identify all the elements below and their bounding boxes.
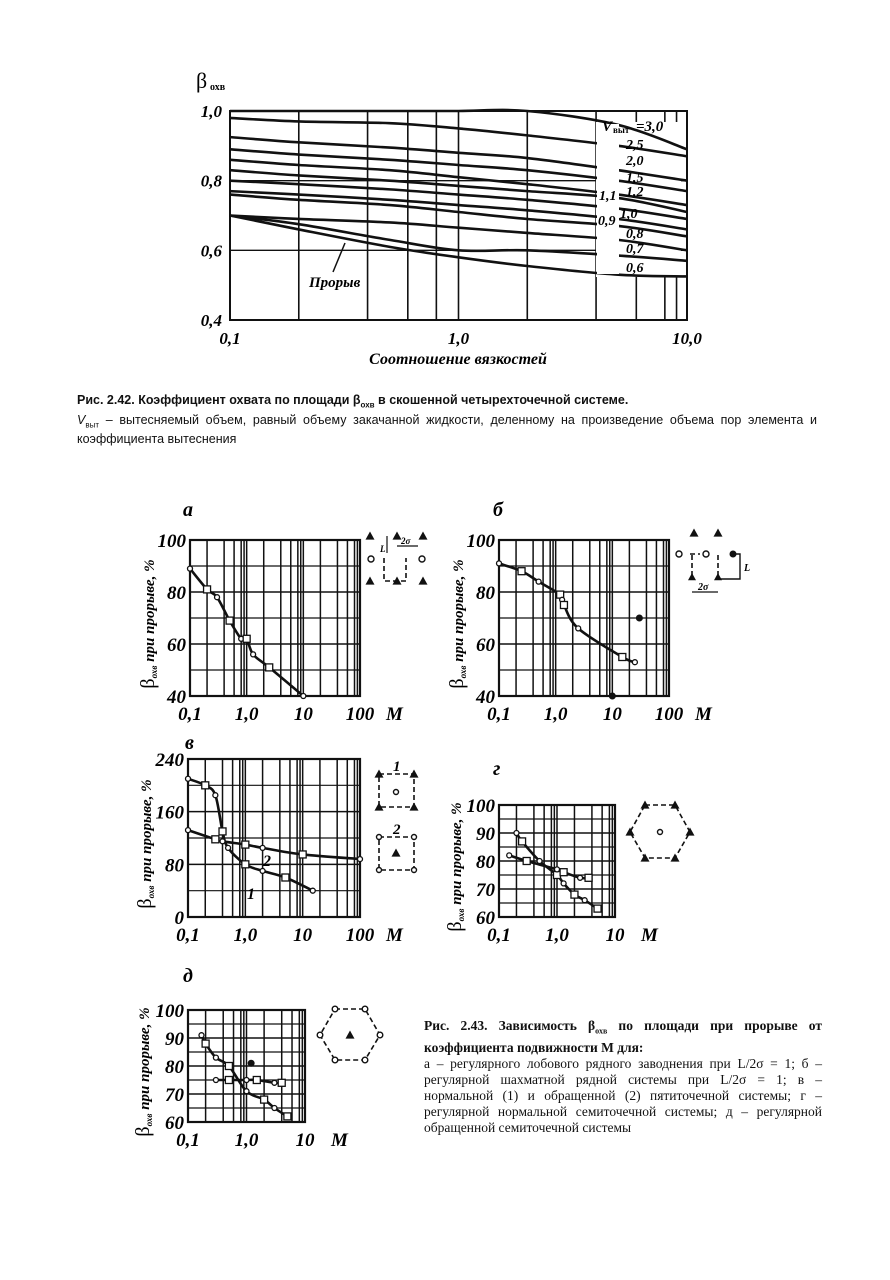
x-axis-label: Соотношение вязкостей (369, 351, 547, 368)
data-marker (220, 839, 225, 844)
data-marker (186, 828, 191, 833)
y-axis-label-sub: охв (210, 82, 226, 93)
y-tick: 60 (476, 635, 495, 656)
y-tick: 90 (165, 1029, 184, 1050)
y-tick: 80 (476, 852, 495, 873)
figure-2-43-caption (424, 1018, 822, 1136)
legend-title-value: =3,0 (636, 119, 664, 135)
data-marker (278, 1079, 285, 1086)
y-axis-label: $\beta_{охв}$ при прорыве, % (134, 779, 156, 909)
diagram-label-2: 2 (393, 822, 401, 838)
curve-label-2: 2 (263, 853, 271, 870)
data-marker (282, 874, 289, 881)
y-tick: 40 (167, 687, 186, 708)
data-marker (186, 776, 191, 781)
data-marker (555, 867, 560, 872)
data-marker (299, 851, 306, 858)
caption-title: Рис. 2.43. Зависимость $\beta_{охв}$ по площади при прорыве от коэффициента подвижности M для: (424, 1018, 823, 1055)
outlier-marker (248, 1060, 255, 1067)
outlier-marker (636, 615, 643, 622)
curve-1 (188, 830, 360, 859)
x-tick: 0,1 (219, 329, 241, 348)
curve-label: 2,0 (626, 154, 644, 169)
well-pattern-a-diagram (366, 532, 428, 585)
panel-label: г (493, 758, 501, 780)
x-tick: 1,0 (233, 925, 258, 946)
well-pattern-d-diagram (317, 1006, 383, 1063)
x-tick: 10,0 (672, 329, 702, 348)
y-tick: 80 (167, 583, 186, 604)
y-tick: 60 (167, 635, 186, 656)
well-pattern-v-diagram (375, 759, 419, 873)
curve-label: 1,1 (599, 189, 617, 204)
x-tick: 10 (605, 925, 625, 946)
data-marker (204, 586, 211, 593)
data-marker (284, 1113, 291, 1120)
y-tick: 70 (165, 1085, 184, 1106)
data-marker (202, 782, 209, 789)
x-tick: 10 (293, 704, 313, 725)
curve-label: 1,0 (620, 207, 638, 222)
data-marker (213, 1078, 218, 1083)
data-marker (497, 561, 502, 566)
data-marker (560, 869, 567, 876)
data-marker (261, 1096, 268, 1103)
data-marker (310, 888, 315, 893)
y-tick: 0,4 (200, 311, 222, 330)
y-axis-label: $\beta_{охв}$ при прорыве, % (137, 559, 159, 689)
panel-g (444, 758, 659, 946)
x-tick: 100 (345, 925, 375, 946)
y-tick: 0,6 (200, 241, 222, 261)
x-tick: 0,1 (176, 925, 200, 946)
x-tick: 0,1 (487, 704, 511, 725)
data-marker (514, 831, 519, 836)
curve-0 (188, 779, 313, 891)
data-marker (358, 857, 363, 862)
x-tick: 0,1 (487, 925, 511, 946)
curve-0 (499, 563, 635, 662)
data-marker (244, 1078, 249, 1083)
diagram-label-2sigma: 2σ (698, 582, 709, 593)
data-marker (632, 660, 637, 665)
legend-title: V (602, 119, 613, 135)
curve-label: 0,6 (626, 261, 644, 276)
plot-area (230, 110, 687, 320)
y-tick: 100 (155, 1001, 184, 1022)
data-marker (272, 1106, 277, 1111)
curve-label: 0,9 (598, 214, 616, 229)
well-pattern-g-diagram (626, 801, 695, 862)
curve-label-1: 1 (247, 886, 255, 903)
data-marker (215, 595, 220, 600)
breakthrough-label: Прорыв (309, 275, 361, 291)
data-marker (523, 858, 530, 865)
curve-label: 0,8 (626, 227, 644, 242)
data-marker (266, 664, 273, 671)
data-marker (578, 875, 583, 880)
data-marker (560, 602, 567, 609)
data-marker (507, 853, 512, 858)
panel-a (137, 499, 404, 725)
x-tick: 10 (295, 1130, 315, 1151)
figure-2-42-caption (77, 393, 817, 447)
data-marker (188, 566, 193, 571)
x-tick: 10 (602, 704, 622, 725)
data-marker (518, 568, 525, 575)
x-tick: 100 (654, 704, 684, 725)
y-tick: 1,0 (200, 102, 222, 121)
data-marker (619, 654, 626, 661)
data-marker (253, 1077, 260, 1084)
data-marker (225, 1063, 232, 1070)
panel-v (134, 732, 404, 946)
svg-text:2σ: 2σ (401, 536, 411, 546)
y-axis-label: β (196, 68, 208, 93)
panel-label: в (185, 732, 194, 754)
legend-title-sub: выт (613, 125, 630, 135)
data-marker (213, 793, 218, 798)
well-pattern-b-diagram (676, 529, 750, 594)
curve-label: 1,5 (626, 171, 644, 186)
curve-label: 0,7 (626, 242, 644, 257)
data-marker (519, 838, 526, 845)
y-tick: 60 (476, 908, 495, 929)
y-tick: 0 (174, 908, 184, 929)
x-tick: 1,0 (545, 925, 569, 946)
diagram-label-L: L (744, 563, 751, 574)
data-marker (219, 828, 226, 835)
curve-label: 2,5 (626, 138, 644, 153)
data-marker (301, 694, 306, 699)
y-tick: 240 (155, 750, 184, 771)
caption-body: $V_{выт}$ – вытесняемый объем, равный объему закачанной жидкости, деленному на произведение объема пор элемента и коэффициента вытеснения (77, 412, 817, 446)
y-tick: 100 (466, 531, 495, 552)
data-marker (242, 861, 249, 868)
caption-body: а – регулярного лобового рядного заводнения при L/2σ = 1; б – регулярной шахматной рядной системы при L/2σ = 1; в – нормальной (1) и обращенной (2) пятиточечной системы; г – регулярной нормальной семиточечной системы; д – регулярной обращенной семиточечной системы (424, 1055, 822, 1135)
data-marker (213, 1055, 218, 1060)
y-tick: 100 (466, 796, 495, 817)
data-marker (571, 891, 578, 898)
data-marker (536, 579, 541, 584)
y-axis-label: $\beta_{охв}$ при прорыве, % (446, 559, 468, 689)
x-axis-label: M (331, 1130, 348, 1151)
diagram-label-1: 1 (393, 759, 401, 775)
y-tick: 90 (476, 824, 495, 845)
panel-d (132, 965, 349, 1151)
data-marker (244, 1089, 249, 1094)
data-marker (225, 1077, 232, 1084)
data-marker (212, 836, 219, 843)
y-axis-label: $\beta_{охв}$ при прорыве, % (132, 1007, 154, 1137)
x-axis-label: M (695, 704, 712, 725)
data-marker (202, 1040, 209, 1047)
y-tick: 40 (476, 687, 495, 708)
outlier-marker (609, 693, 616, 700)
y-tick: 80 (165, 1057, 184, 1078)
data-marker (226, 845, 231, 850)
curve-label: 1,2 (626, 185, 644, 200)
data-marker (226, 617, 233, 624)
y-tick: 60 (165, 1113, 184, 1134)
x-axis-label: M (386, 704, 403, 725)
panel-b (446, 499, 713, 725)
panel-label: д (183, 965, 193, 987)
x-tick: 0,1 (178, 704, 202, 725)
data-marker (243, 635, 250, 642)
x-axis-label: M (641, 925, 658, 946)
data-marker (260, 845, 265, 850)
x-tick: 1,0 (447, 329, 470, 348)
y-tick: 100 (157, 531, 186, 552)
figure-2-42-chart (0, 0, 890, 380)
y-axis-label: $\beta_{охв}$ при прорыве, % (444, 802, 466, 932)
y-tick: 80 (165, 855, 184, 877)
x-tick: 1,0 (234, 704, 259, 725)
y-tick: 160 (155, 802, 184, 824)
figure-2-42 (0, 0, 890, 460)
data-marker (251, 652, 256, 657)
x-tick: 0,1 (176, 1130, 200, 1151)
x-tick: 1,0 (234, 1130, 259, 1151)
data-marker (585, 874, 592, 881)
data-marker (242, 841, 249, 848)
x-tick: 10 (293, 925, 313, 946)
data-marker (576, 626, 581, 631)
x-axis-label: M (386, 925, 403, 946)
data-marker (594, 905, 601, 912)
data-marker (199, 1033, 204, 1038)
caption-title: Рис. 2.42. Коэффициент охвата по площади $\beta_{охв}$ в скошенной четырехточечной системе. (77, 393, 629, 410)
y-tick: 80 (476, 583, 495, 604)
panel-label: б (493, 499, 503, 521)
x-tick: 100 (345, 704, 375, 725)
data-marker (272, 1080, 277, 1085)
svg-text:L: L (380, 544, 386, 554)
panel-label: а (183, 499, 193, 521)
data-marker (582, 898, 587, 903)
y-tick: 70 (476, 880, 495, 901)
y-tick: 0,8 (200, 171, 222, 191)
data-marker (561, 881, 566, 886)
x-tick: 1,0 (543, 704, 568, 725)
